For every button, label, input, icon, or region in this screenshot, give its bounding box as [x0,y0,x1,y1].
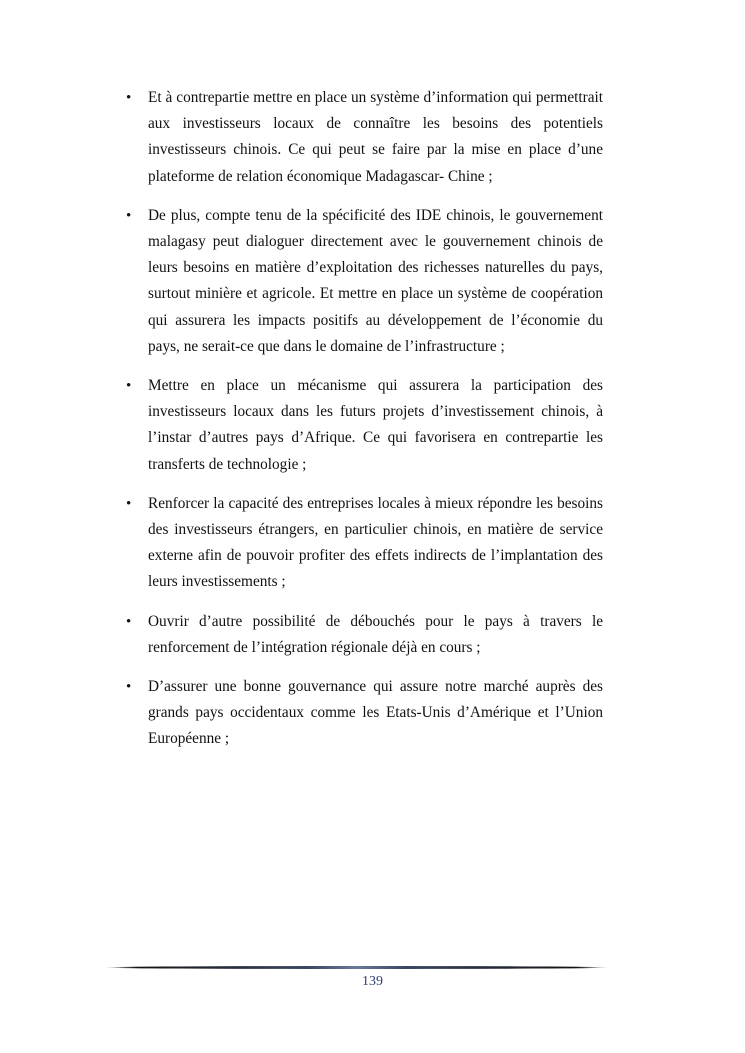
list-item [126,491,603,596]
bullet-icon: • [126,207,132,224]
bullet-icon: • [126,378,132,395]
item-text: Mettre en place un mécanisme qui assurera la participation des investisseurs locaux dans les futurs projets d’investissement chinois, à l’instar d’autres pays d’Afrique. Ce qui favorisera en contrepartie les transferts de technologie ; [148,377,603,473]
item-text: Et à contrepartie mettre en place un système d’information qui permettrait aux investisseurs locaux de connaître les besoins des potentiels investisseurs chinois. Ce qui peut se faire par la mise en place d’une plateforme de relation économique Madagascar- Chine ; [148,89,603,185]
footer-divider [106,966,607,969]
bullet-icon: • [126,613,132,630]
bullet-icon: • [126,679,132,696]
list-item [126,85,603,190]
item-text: Renforcer la capacité des entreprises locales à mieux répondre les besoins des investisseurs étrangers, en particulier chinois, en matière de service externe afin de pouvoir profiter des effets indirects de l’implantation des leurs investissements ; [148,494,603,591]
page-number: 139 [362,974,383,989]
item-text: D’assurer une bonne gouvernance qui assure notre marché auprès des grands pays occidentaux comme les Etats-Unis d’Amérique et l’Union Européenne ; [148,678,603,748]
item-text: De plus, compte tenu de la spécificité des IDE chinois, le gouvernement malagasy peut dialoguer directement avec le gouvernement chinois de leurs besoins en matière d’exploitation des richesses naturelles du pays, surtout minière et agricole. Et mettre en place un système de coopération qui assurera les impacts positifs au développement de l’économie du pays, ne serait-ce que dans le domaine de l’infrastructure ; [148,206,603,355]
bullet-icon: • [126,90,132,106]
bullet-list [126,85,603,766]
list-item [126,203,603,360]
item-text: Ouvrir d’autre possibilité de débouchés pour le pays à travers le renforcement de l’intégration régionale déjà en cours ; [148,612,603,656]
list-item [126,674,603,753]
list-item [126,609,603,661]
bullet-icon: • [126,495,132,512]
list-item [126,373,603,478]
